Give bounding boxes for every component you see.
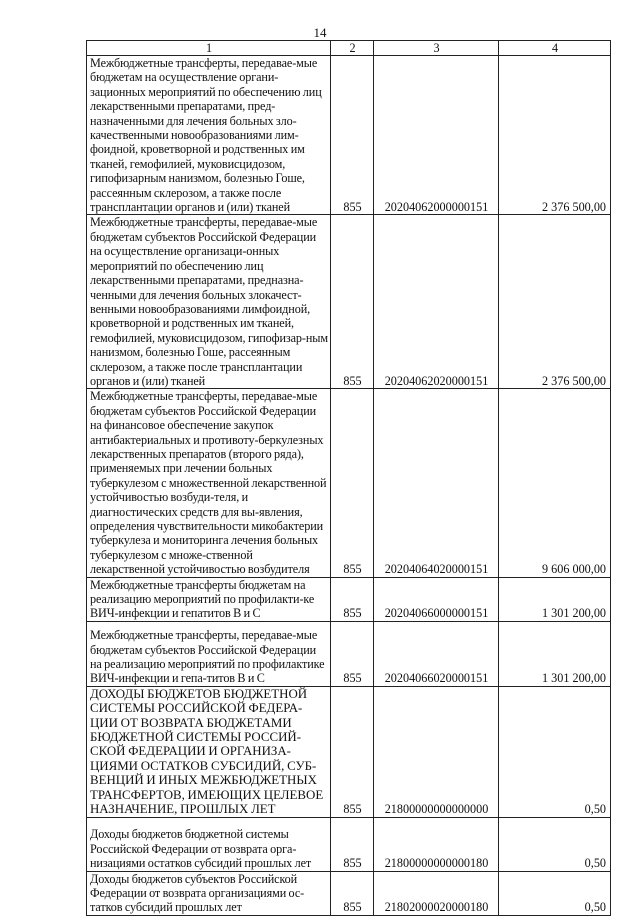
row-budget-code: 21800000000000180 xyxy=(374,817,499,871)
page-number: 14 xyxy=(313,25,327,40)
row-budget-code: 20204062000000151 xyxy=(374,56,499,215)
row-amount: 2 376 500,00 xyxy=(499,56,611,215)
row-amount: 1 301 200,00 xyxy=(499,621,611,686)
row-admin-code: 855 xyxy=(331,389,374,577)
row-name: Доходы бюджетов субъектов Российской Федерации от возврата организациями ос-татков субсидий прошлых лет xyxy=(87,871,331,915)
row-admin-code: 855 xyxy=(331,577,374,621)
row-budget-code: 21800000000000000 xyxy=(374,686,499,817)
table-row xyxy=(87,621,611,686)
row-budget-code: 20204066020000151 xyxy=(374,621,499,686)
row-name: Межбюджетные трансферты, передавае-мые бюджетам субъектов Российской Федерации на финансовое обеспечение закупок антибактериальных и противоту-беркулезных лекарственных препаратов (второго ряда), применяемых при лечении больных туберкулезом с множественной лекарственной устойчивостью возбуди-теля, и диагностических средств для вы-явления, определения чувствительности микобактерии туберкулеза и мониторинга лечения больных туберкулезом с множе-ственной лекарственной устойчивостью возбудителя xyxy=(87,389,331,577)
row-name: Межбюджетные трансферты, передавае-мые бюджетам на осуществление органи-зационных мероприятий по обеспечению лиц лекарственными препаратами, пред-назначенными для лечения больных зло-качественными новообразованиями лим-фоидной, кроветворной и родственных им тканей, гемофилией, муковисцидозом, гипофизарным нанизмом, болезнью Гоше, рассеянным склерозом, а также после трансплантации органов и (или) тканей xyxy=(87,56,331,215)
table-header-row xyxy=(87,41,611,56)
row-name: Межбюджетные трансферты, передавае-мые бюджетам субъектов Российской Федерации на реализацию мероприятий по профилактике ВИЧ-инфекции и гепа-титов В и С xyxy=(87,621,331,686)
row-amount: 2 376 500,00 xyxy=(499,215,611,389)
row-admin-code: 855 xyxy=(331,871,374,915)
row-admin-code: 855 xyxy=(331,686,374,817)
table-row xyxy=(87,389,611,577)
column-header-2: 2 xyxy=(331,41,374,56)
table-row xyxy=(87,817,611,871)
row-amount: 9 606 000,00 xyxy=(499,389,611,577)
row-budget-code: 20204062020000151 xyxy=(374,215,499,389)
row-amount: 0,50 xyxy=(499,817,611,871)
row-budget-code: 20204066000000151 xyxy=(374,577,499,621)
row-admin-code: 855 xyxy=(331,215,374,389)
row-amount: 1 301 200,00 xyxy=(499,577,611,621)
row-name: ДОХОДЫ БЮДЖЕТОВ БЮДЖЕТНОЙ СИСТЕМЫ РОССИЙСКОЙ ФЕДЕРА-ЦИИ ОТ ВОЗВРАТА БЮДЖЕТАМИ БЮДЖЕТНОЙ СИСТЕМЫ РОССИЙ-СКОЙ ФЕДЕРАЦИИ И ОРГАНИЗА-ЦИЯМИ ОСТАТКОВ СУБСИДИЙ, СУБ-ВЕНЦИЙ И ИНЫХ МЕЖБЮДЖЕТНЫХ ТРАНСФЕРТОВ, ИМЕЮЩИХ ЦЕЛЕВОЕ НАЗНАЧЕНИЕ, ПРОШЛЫХ ЛЕТ xyxy=(87,686,331,817)
table-row xyxy=(87,215,611,389)
column-header-1: 1 xyxy=(87,41,331,56)
row-budget-code: 21802000020000180 xyxy=(374,871,499,915)
row-amount: 0,50 xyxy=(499,686,611,817)
budget-table xyxy=(86,40,611,916)
row-admin-code: 855 xyxy=(331,817,374,871)
row-name: Доходы бюджетов бюджетной системы Российской Федерации от возврата орга-низациями остатков субсидий прошлых лет xyxy=(87,817,331,871)
table-row xyxy=(87,56,611,215)
table-row xyxy=(87,577,611,621)
column-header-3: 3 xyxy=(374,41,499,56)
row-admin-code: 855 xyxy=(331,621,374,686)
table-row xyxy=(87,871,611,915)
row-name: Межбюджетные трансферты, передавае-мые бюджетам субъектов Российской Федерации на осуществление организаци-онных мероприятий по обеспечению лиц лекарственными препаратами, предназна-ченными для лечения больных злокачест-венными новообразованиями лимфоидной, кроветворной и родственных им тканей, гемофилией, муковисцидозом, гипофизар-ным нанизмом, болезнью Гоше, рассеянным склерозом, а также после трансплантации органов и (или) тканей xyxy=(87,215,331,389)
row-name: Межбюджетные трансферты бюджетам на реализацию мероприятий по профилакти-ке ВИЧ-инфекции и гепатитов В и С xyxy=(87,577,331,621)
row-amount: 0,50 xyxy=(499,871,611,915)
column-header-4: 4 xyxy=(499,41,611,56)
row-admin-code: 855 xyxy=(331,56,374,215)
row-budget-code: 20204064020000151 xyxy=(374,389,499,577)
table-row xyxy=(87,686,611,817)
